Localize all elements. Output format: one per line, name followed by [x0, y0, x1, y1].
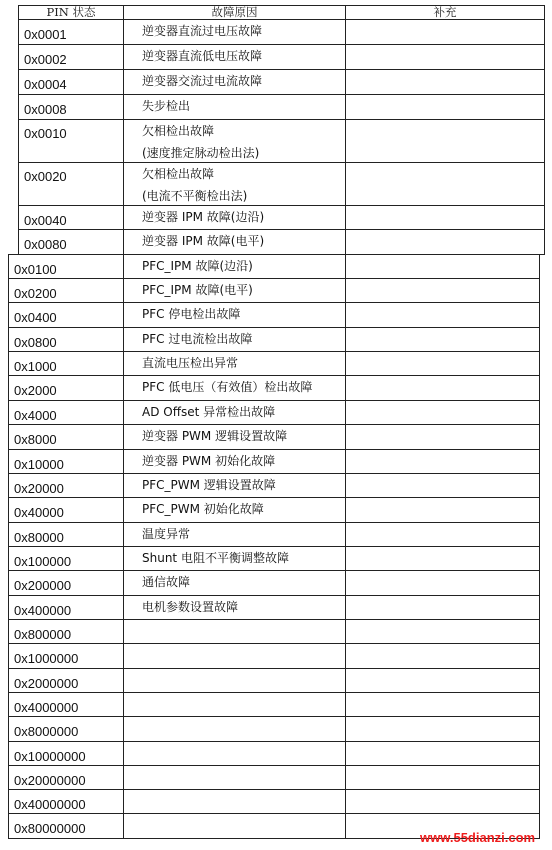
header-fault-cause: 故障原因 [123, 5, 346, 20]
fault-cause-cell [123, 254, 346, 279]
fault-cause-cell [123, 302, 346, 328]
supplement-cell [345, 692, 540, 717]
supplement-cell [345, 473, 540, 498]
pin-status-cell: 0x0800 [8, 327, 124, 352]
supplement-cell [345, 162, 545, 206]
fault-cause-cell [123, 619, 346, 644]
pin-status-cell: 0x10000000 [8, 741, 124, 766]
fault-cause-cell [123, 400, 346, 425]
fault-cause-line: 直流电压检出异常 [142, 355, 239, 370]
header-supplement: 补充 [345, 5, 545, 20]
fault-cause-cell [123, 497, 346, 523]
fault-cause-line: 逆变器直流低电压故障 [142, 49, 263, 63]
pin-status-cell: 0x20000 [8, 473, 124, 498]
fault-cause-cell [123, 162, 346, 206]
fault-cause-cell [123, 546, 346, 571]
supplement-cell [345, 643, 540, 669]
pin-status-cell: 0x40000000 [8, 789, 124, 814]
fault-cause-line: (电流不平衡检出法) [142, 189, 248, 203]
fault-cause-line: 失步检出 [142, 99, 191, 113]
fault-cause-cell [123, 643, 346, 669]
fault-cause-line: 逆变器交流过电流故障 [142, 74, 263, 88]
fault-cause-cell [123, 69, 346, 95]
pin-status-cell: 0x20000000 [8, 765, 124, 790]
supplement-cell [345, 400, 540, 425]
fault-cause-cell [123, 765, 346, 790]
supplement-cell [345, 546, 540, 571]
pin-status-cell: 0x4000000 [8, 692, 124, 717]
pin-status-cell: 0x0020 [18, 162, 124, 206]
pin-status-cell: 0x2000000 [8, 668, 124, 693]
supplement-cell [345, 205, 545, 230]
fault-cause-line: 欠相检出故障 [142, 124, 215, 138]
pin-status-cell: 0x8000000 [8, 716, 124, 742]
fault-cause-cell [123, 813, 346, 839]
pin-status-cell: 0x4000 [8, 400, 124, 425]
pin-status-cell: 0x0001 [18, 19, 124, 45]
fault-cause-line: PFC 低电压（有效值）检出故障 [142, 380, 313, 394]
header-pin-status: PIN 状态 [18, 5, 124, 20]
supplement-cell [345, 595, 540, 620]
fault-cause-line: PFC 停电检出故障 [142, 307, 241, 321]
fault-cause-cell [123, 278, 346, 303]
pin-status-cell: 0x2000 [8, 375, 124, 401]
fault-cause-line: 逆变器 IPM 故障(边沿) [142, 209, 265, 224]
supplement-cell [345, 522, 540, 547]
fault-cause-cell [123, 351, 346, 376]
fault-cause-cell [123, 119, 346, 163]
fault-cause-cell [123, 327, 346, 352]
fault-cause-cell [123, 716, 346, 742]
fault-cause-line: 逆变器 IPM 故障(电平) [142, 234, 265, 248]
fault-cause-cell [123, 522, 346, 547]
fault-cause-line: PFC 过电流检出故障 [142, 331, 253, 346]
supplement-cell [345, 254, 540, 279]
fault-cause-cell [123, 668, 346, 693]
pin-status-cell: 0x400000 [8, 595, 124, 620]
supplement-cell [345, 351, 540, 376]
supplement-cell [345, 19, 545, 45]
pin-status-cell: 0x1000000 [8, 643, 124, 669]
supplement-cell [345, 497, 540, 523]
supplement-cell [345, 44, 545, 70]
fault-cause-cell [123, 205, 346, 230]
supplement-cell [345, 302, 540, 328]
pin-status-cell: 0x1000 [8, 351, 124, 376]
pin-status-cell: 0x0004 [18, 69, 124, 95]
pin-status-cell: 0x80000000 [8, 813, 124, 839]
supplement-cell [345, 229, 545, 255]
fault-cause-cell [123, 473, 346, 498]
fault-cause-line: PFC_PWM 逻辑设置故障 [142, 477, 276, 492]
fault-cause-line: 欠相检出故障 [142, 167, 215, 181]
pin-status-cell: 0x40000 [8, 497, 124, 523]
pin-status-cell: 0x0100 [8, 254, 124, 279]
fault-cause-cell [123, 741, 346, 766]
pin-status-cell: 0x0002 [18, 44, 124, 70]
pin-status-cell: 0x0008 [18, 94, 124, 120]
supplement-cell [345, 449, 540, 474]
pin-status-cell: 0x100000 [8, 546, 124, 571]
supplement-cell [345, 424, 540, 450]
watermark-text: www.55dianzi.com [420, 830, 536, 845]
fault-cause-line: PFC_IPM 故障(电平) [142, 282, 253, 297]
pin-status-cell: 0x80000 [8, 522, 124, 547]
supplement-cell [345, 619, 540, 644]
fault-cause-line: 温度异常 [142, 526, 191, 541]
fault-cause-line: 逆变器直流过电压故障 [142, 24, 263, 38]
supplement-cell [345, 119, 545, 163]
fault-cause-cell [123, 94, 346, 120]
supplement-cell [345, 375, 540, 401]
fault-cause-cell [123, 229, 346, 255]
fault-cause-cell [123, 44, 346, 70]
supplement-cell [345, 570, 540, 596]
fault-cause-cell [123, 595, 346, 620]
pin-status-cell: 0x800000 [8, 619, 124, 644]
fault-cause-line: 电机参数设置故障 [142, 599, 239, 614]
pin-status-cell: 0x0200 [8, 278, 124, 303]
pin-status-cell: 0x0010 [18, 119, 124, 163]
fault-cause-cell [123, 424, 346, 450]
fault-cause-line: PFC_PWM 初始化故障 [142, 502, 264, 516]
fault-cause-cell [123, 19, 346, 45]
pin-status-cell: 0x0400 [8, 302, 124, 328]
fault-cause-cell [123, 692, 346, 717]
supplement-cell [345, 69, 545, 95]
supplement-cell [345, 668, 540, 693]
pin-status-cell: 0x200000 [8, 570, 124, 596]
supplement-cell [345, 741, 540, 766]
pin-status-cell: 0x0040 [18, 205, 124, 230]
fault-cause-line: 逆变器 PWM 初始化故障 [142, 453, 276, 468]
fault-cause-line: 逆变器 PWM 逻辑设置故障 [142, 429, 288, 443]
supplement-cell [345, 94, 545, 120]
pin-status-cell: 0x0080 [18, 229, 124, 255]
pin-status-cell: 0x8000 [8, 424, 124, 450]
fault-cause-cell [123, 375, 346, 401]
fault-cause-line: AD Offset 异常检出故障 [142, 404, 276, 419]
fault-cause-cell [123, 570, 346, 596]
supplement-cell [345, 789, 540, 814]
fault-cause-cell [123, 789, 346, 814]
fault-cause-line: PFC_IPM 故障(边沿) [142, 258, 253, 273]
fault-cause-line: Shunt 电阻不平衡调整故障 [142, 550, 289, 565]
fault-cause-cell [123, 449, 346, 474]
supplement-cell [345, 278, 540, 303]
supplement-cell [345, 765, 540, 790]
pin-status-cell: 0x10000 [8, 449, 124, 474]
supplement-cell [345, 327, 540, 352]
fault-cause-line: 通信故障 [142, 575, 191, 589]
fault-cause-line: (速度推定脉动检出法) [142, 146, 260, 160]
supplement-cell [345, 716, 540, 742]
